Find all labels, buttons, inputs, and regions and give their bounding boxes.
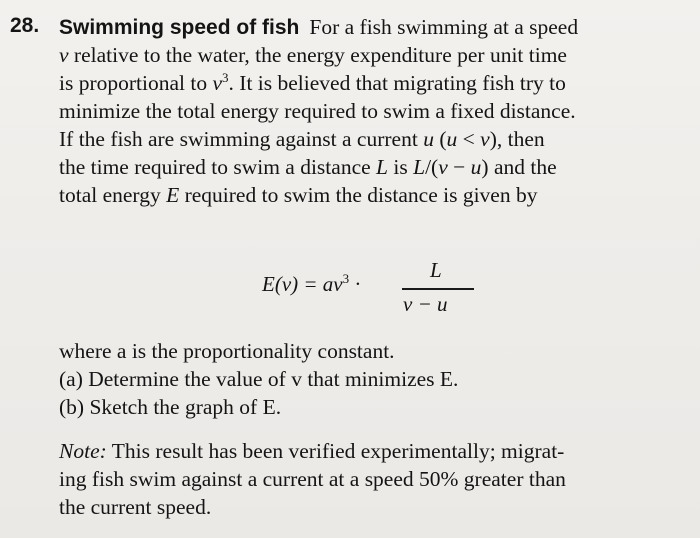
intro-text-8: the time required to swim a distance [59,155,371,179]
formula-numerator: L [430,258,442,282]
intro-text-7: , then [496,127,545,151]
note-line-2: ing fish swim against a current at a speed 50% greater than [59,467,566,491]
fraction-bar [402,288,474,290]
note-line-3: the current speed. [59,495,212,519]
intro-text-11: total energy [59,183,161,207]
text-line-5: If the fish are swimming against a current u (u < v), then [59,127,545,151]
intro-text-5: minimize the total energy required to swim a fixed distance. [59,99,576,123]
text-line-6: the time required to swim a distance L is L/(v − u) and the [59,155,557,179]
energy-formula [262,258,482,322]
constant-line: where a is the proportionality constant. [59,339,395,363]
intro-text-2: relative to the water, the energy expenditure per unit time [73,43,567,67]
note-text-1: This result has been verified experimentally; migrat- [111,439,565,463]
text-line-4 [59,98,576,124]
text-line-1 [59,14,578,41]
intro-text-9: is [393,155,408,179]
formula-lhs [262,272,361,297]
note-line-1 [59,438,564,464]
intro-text-12: required to swim the distance is given by [184,183,538,207]
problem-title: Swimming speed of fish [59,16,300,39]
intro-text-3: is proportional to [59,71,208,95]
text-line-7: total energy E required to swim the distance is given by [59,183,538,207]
text-line-3: is proportional to $v^3$. It is believed that migrating fish try to [59,69,566,95]
text-line-2: v relative to the water, the energy expenditure per unit time [59,43,567,67]
formula-denominator: v − u [403,292,448,316]
formula-lhs-text: E(v) = av [262,272,343,296]
part-a: (a) Determine the value of v that minimizes E. [59,367,459,391]
formula-exponent: 3 [342,271,350,286]
formula-dot: · [349,272,362,296]
intro-text-1: For a fish swimming at a speed [309,15,579,39]
part-b: (b) Sketch the graph of E. [59,395,282,419]
intro-text-4: . It is believed that migrating fish try to [228,71,566,95]
intro-text-10: and the [493,155,557,179]
intro-text-6: If the fish are swimming against a current [59,127,418,151]
note-label: Note: [59,439,107,463]
problem-number: 28. [10,14,40,37]
